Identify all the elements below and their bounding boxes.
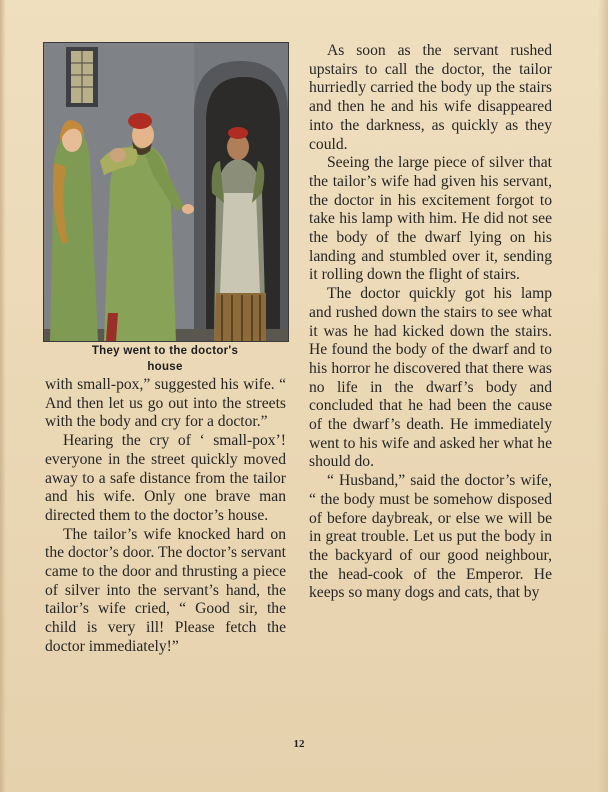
paragraph: Hearing the cry of ‘ small-pox’! everyone in the street quickly moved away to a safe distance from the tailor and his wife. Only one brave man directed them to the doctor’s house. bbox=[45, 432, 286, 524]
paragraph: The tailor’s wife knocked hard on the doctor’s door. The doctor’s servant came to the door and thrusting a piece of silver into the servant’s hand, the tailor’s wife cried, “ Good sir, the child is very ill! Please fetch the doctor immediately!” bbox=[45, 525, 286, 655]
paragraph: with small-pox,” suggested his wife. “ And then let us go out into the streets with the body and cry for a doctor.” bbox=[45, 376, 286, 431]
page-right-edge bbox=[598, 0, 612, 792]
paragraph: Seeing the large piece of silver that the tailor’s wife had given his servant, the doctor in his excitement forgot to take his lamp with him. He did not see the body of the dwarf lying on his landing and stumbled over it, sending it rolling down the flight of stairs. bbox=[309, 154, 552, 284]
caption-line: They went to the doctor's bbox=[91, 345, 239, 357]
paragraph: The doctor quickly got his lamp and rushed down the stairs to see what it was he had kicked down the stairs. He found the body of the dwarf and to his horror he discovered that there was no life in the dwarf’s body and concluded that he had been the cause of the dwarf’s death. He immediately went to his wife and asked her what he should do. bbox=[309, 285, 552, 471]
caption-line: house bbox=[147, 361, 183, 373]
right-column-text bbox=[309, 42, 552, 603]
left-column-text bbox=[45, 376, 286, 657]
illustration-drawing bbox=[44, 43, 288, 341]
paragraph: As soon as the servant rushed upstairs to call the doctor, the tailor hurriedly carried the body up the stairs and then he and his wife disappeared into the darkness, as quickly as they could. bbox=[309, 42, 552, 153]
story-illustration bbox=[43, 42, 289, 342]
illustration-caption bbox=[43, 343, 287, 375]
page-number: 12 bbox=[293, 738, 305, 750]
page-left-edge bbox=[0, 0, 6, 792]
paragraph: “ Husband,” said the doctor’s wife, “ the body must be somehow disposed of before daybreak, or else we will be in great trouble. Let us put the body in the backyard of our good neighbour, the head-cook of the Emperor. He keeps so many dogs and cats, that by bbox=[309, 472, 552, 602]
